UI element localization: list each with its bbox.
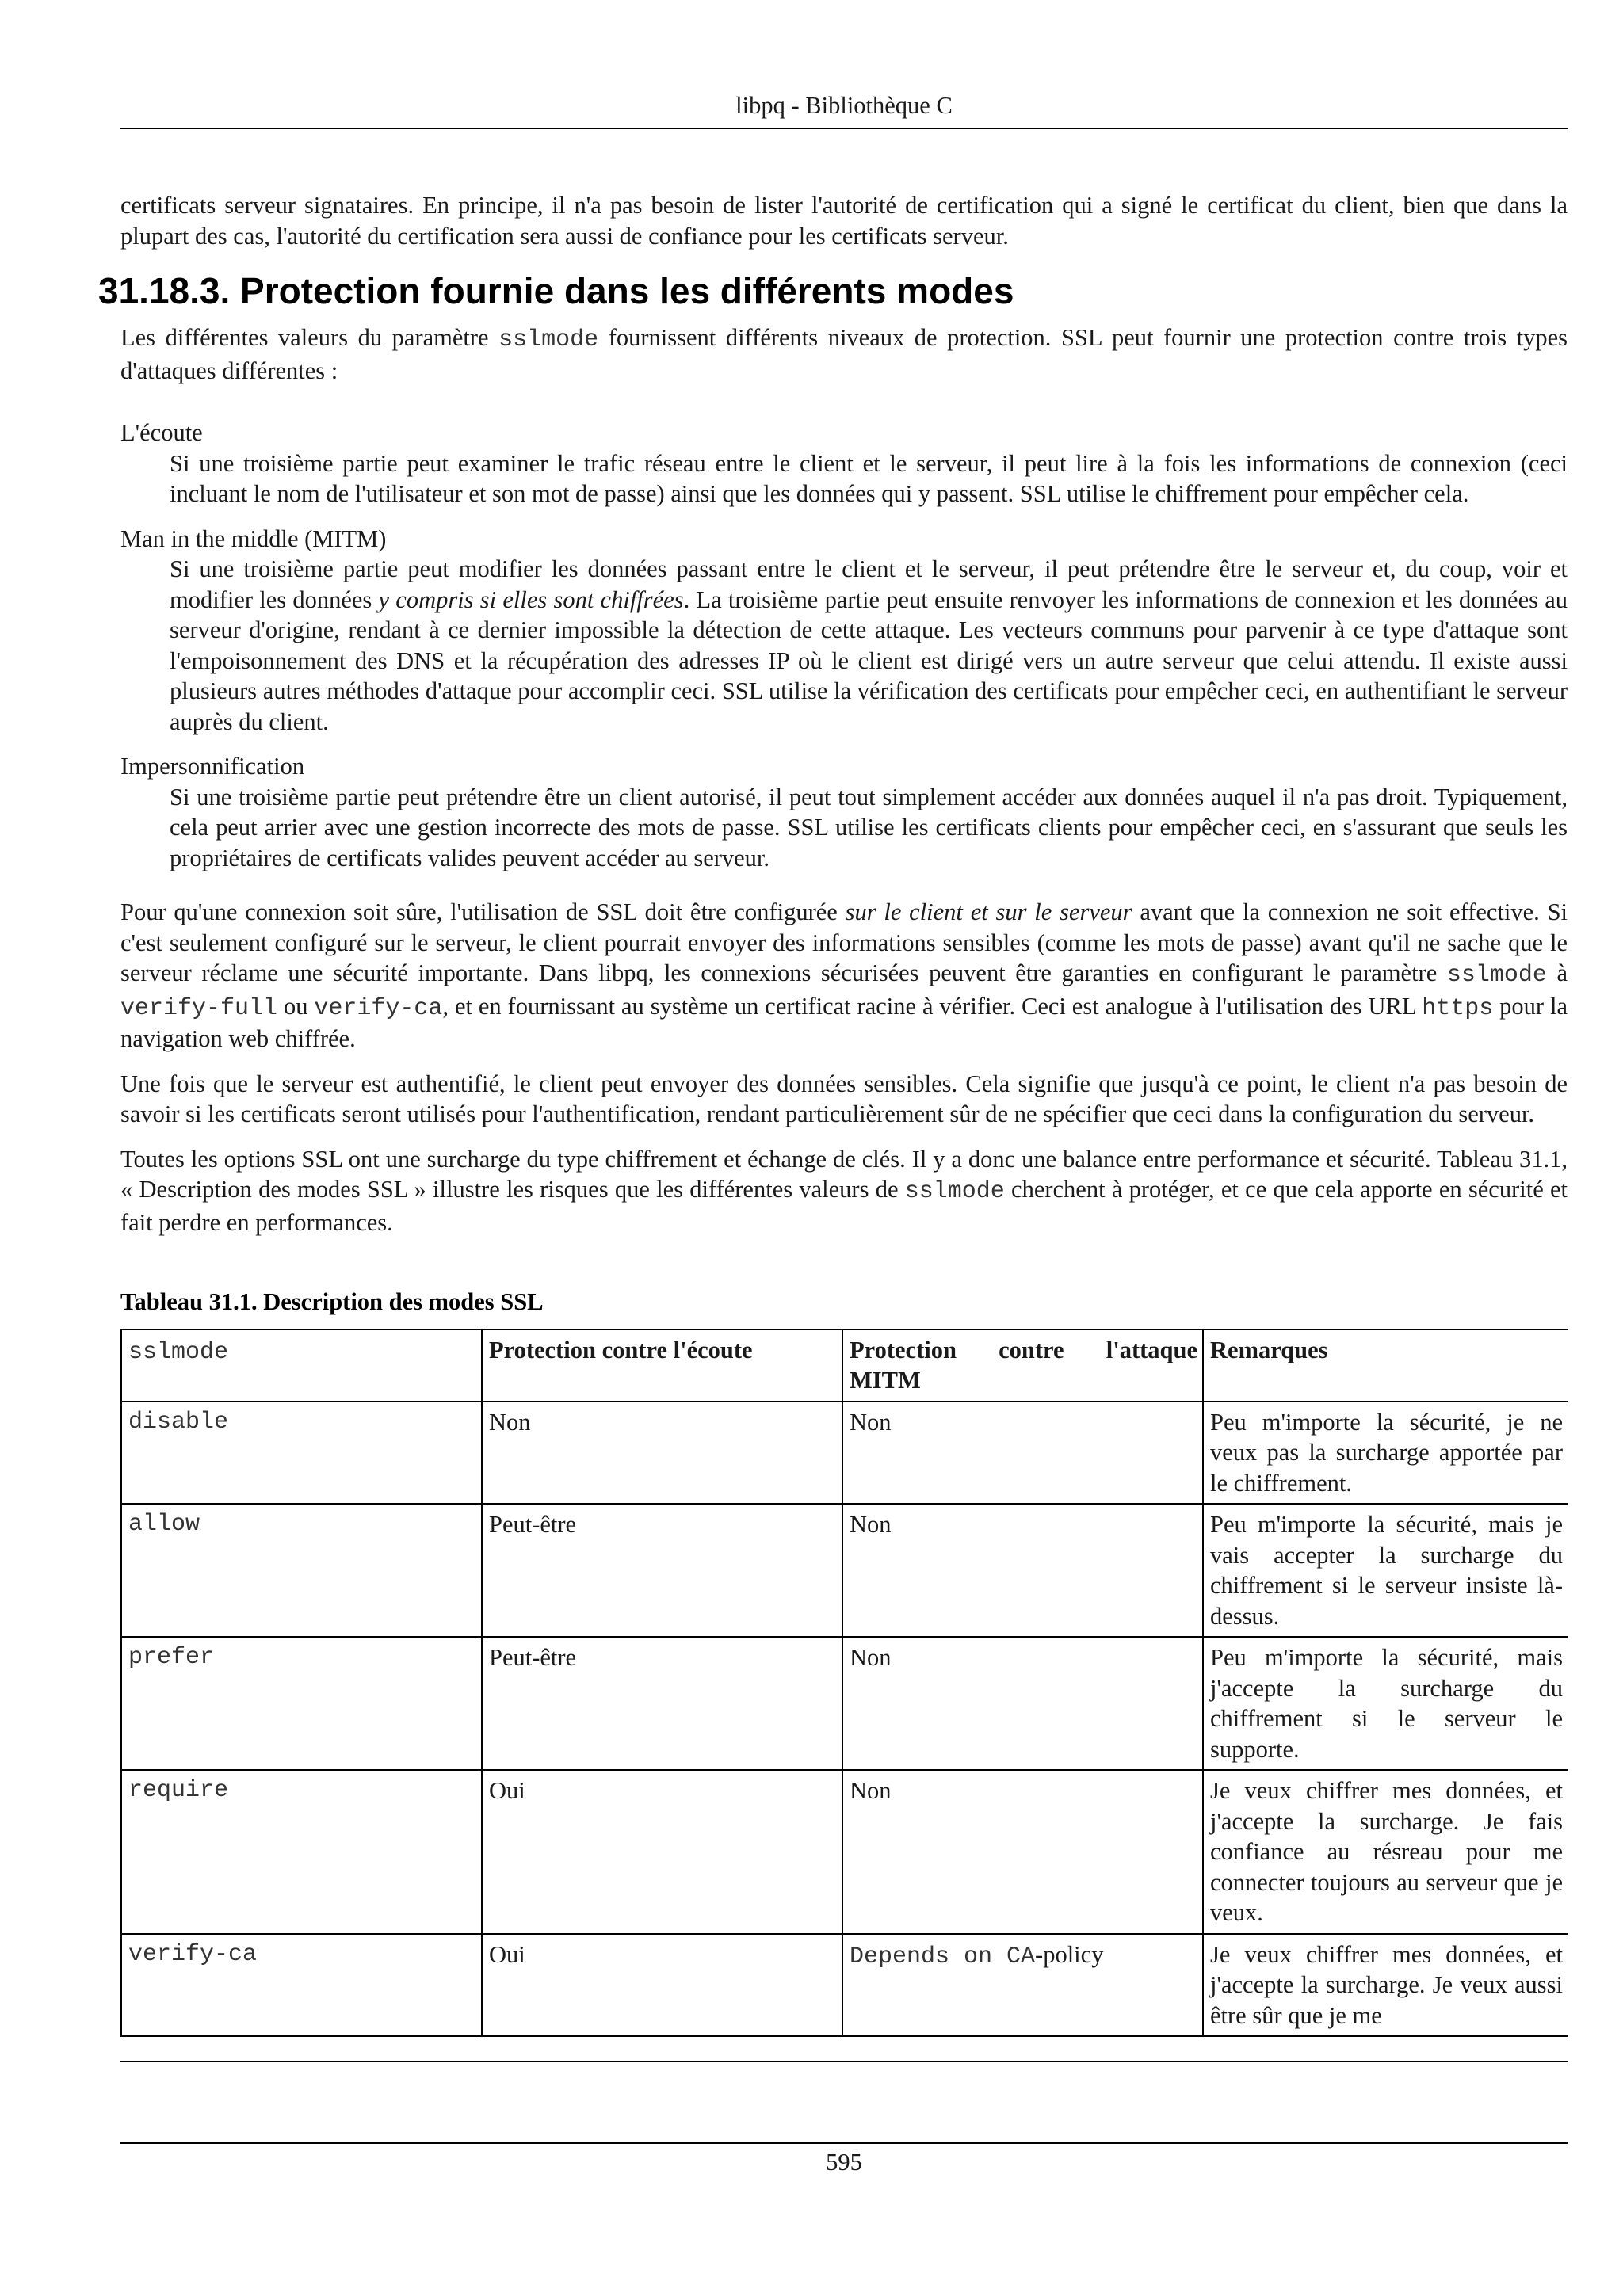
mitm-desc-b: . La troisième partie peut ensuite renvoyer les informations de connexion et les données au serveur d'origine, rendant à ce dernier impossible la détection de cette attaque. Les vecteurs communs pour parvenir à ce type d'attaque sont l'empoisonnement des DNS et la récupération des adresses IP où le client est dirigé vers un autre serveur que celui attendu. Il existe aussi plusieurs autres méthodes d'attaque pour accomplir ceci. SSL utilise la vérification des certificats pour empêcher ceci, en authentifiant le serveur auprès du client. (170, 585, 1568, 735)
cell-mitm: Non (842, 1637, 1203, 1770)
page-number: 595 (826, 2149, 862, 2176)
running-header (120, 90, 1568, 129)
p3-a: Toutes les options SSL ont une surcharge du type chiffrement et échange de clés. Il y a donc une balance entre performance et sécurité. Tableau 31.1, « Description des modes SSL » illustre les risques que les différentes valeurs de (120, 1145, 1568, 1203)
header-sslmode (121, 1329, 482, 1402)
cell-eavesdrop: Peut-être (482, 1504, 842, 1637)
section-heading: 31.18.3. Protection fournie dans les différents modes (98, 270, 1014, 311)
table-header-row (121, 1329, 1568, 1402)
paragraph-secure-connection (120, 897, 1568, 1055)
mitm-desc-emphasis: y compris si elles sont chiffrées (378, 585, 684, 613)
header-title: libpq - Bibliothèque C (735, 92, 953, 119)
header-eavesdrop: Protection contre l'écoute (482, 1329, 842, 1402)
cell-eavesdrop: Oui (482, 1770, 842, 1934)
cell-mitm (842, 1934, 1203, 2037)
attack-desc-impersonation: Si une troisième partie peut prétendre être un client autorisé, il peut tout simplement accéder aux données auquel il n'a pas droit. Typiquement, cela peut arrier avec une gestion incorrecte des mots de passe. SSL utilise les certificats clients pour empêcher ceci, en s'assurant que seuls les propriétaires de certificats valides peuvent accéder au serveur. (170, 783, 1568, 871)
table-row (121, 1504, 1568, 1637)
intro-paragraph: certificats serveur signataires. En principe, il n'a pas besoin de lister l'autorité de certification qui a signé le certificat du client, bien que dans la plupart des cas, l'autorité du certification sera aussi de confiance pour les certificats serveur. (120, 192, 1568, 250)
p1-c: à (1546, 959, 1568, 986)
paragraph-authentication: Une fois que le serveur est authentifié, le client peut envoyer des données sensibles. Cela signifie que jusqu'à ce point, le client n'a pas besoin de savoir si les certificats seront utilisés pour l'authentification, rendant particulièrement sûr de ne spécifier que ceci dans la configuration du serveur. (120, 1070, 1568, 1127)
p1-d: ou (277, 992, 315, 1020)
table-row (121, 1402, 1568, 1505)
attack-desc-eavesdrop: Si une troisième partie peut examiner le trafic réseau entre le client et le serveur, il peut lire à la fois les informations de connexion (ceci incluant le nom de l'utilisateur et son mot de passe) ainsi que les données qui y passent. SSL utilise le chiffrement pour empêcher cela. (170, 449, 1568, 507)
cell-mode: disable (121, 1402, 482, 1505)
cell-notes: Peu m'importe la sécurité, mais je vais accepter la surcharge du chiffrement si le serveur insiste là-dessus. (1203, 1504, 1568, 1637)
table-container (120, 1329, 1568, 2062)
cell-notes: Peu m'importe la sécurité, je ne veux pas la surcharge apportée par le chiffrement. (1203, 1402, 1568, 1505)
p1-f: pour la navigation web chiffrée. (120, 992, 1568, 1052)
ssl-modes-table (120, 1329, 1568, 2038)
code-https: https (1422, 994, 1494, 1022)
paragraph-overhead (120, 1144, 1568, 1238)
page-content (98, 190, 1568, 2062)
p1-b: avant que la connexion ne soit effective. Si c'est seulement configuré sur le serveur, le client pourrait envoyer des informations sensibles (comme les mots de passe) avant qu'il ne sache que le serveur réclame une sécurité importante. Dans libpq, les connexions sécurisées peuvent être garanties en configurant le paramètre (120, 898, 1568, 986)
table-title: Tableau 31.1. Description des modes SSL (120, 1288, 544, 1315)
lead-text-b: fournissent différents niveaux de protection. SSL peut fournir une protection contre trois types d'attaques différentes : (120, 324, 1568, 384)
cell-mode: require (121, 1770, 482, 1934)
table-row (121, 1770, 1568, 1934)
table-row (121, 1934, 1568, 2037)
cell-notes: Peu m'importe la sécurité, mais j'accepte la surcharge du chiffrement si le serveur le supporte. (1203, 1637, 1568, 1770)
page-footer (120, 2142, 1568, 2178)
cell-mitm: Non (842, 1504, 1203, 1637)
p1-e: , et en fournissant au système un certificat racine à vérifier. Ceci est analogue à l'utilisation des URL (442, 992, 1423, 1020)
header-mitm: Protection contre l'attaque MITM (842, 1329, 1203, 1402)
attack-desc-mitm (170, 554, 1568, 737)
table-row (121, 1637, 1568, 1770)
header-sslmode-text: sslmode (128, 1338, 229, 1366)
mitm-text: -policy (1035, 1940, 1104, 1968)
attack-term-eavesdrop: L'écoute (120, 419, 203, 446)
cell-eavesdrop: Oui (482, 1934, 842, 2037)
code-sslmode: sslmode (498, 326, 599, 353)
mitm-desc-a: Si une troisième partie peut modifier les données passant entre le client et le serveur, il peut prétendre être le serveur et, du coup, voir et modifier les données (170, 555, 1568, 613)
attack-term-impersonation: Impersonnification (120, 753, 305, 780)
cell-mitm: Non (842, 1770, 1203, 1934)
code-sslmode: sslmode (1446, 962, 1547, 989)
p1-a: Pour qu'une connexion soit sûre, l'utilisation de SSL doit être configurée (120, 898, 846, 925)
cell-eavesdrop: Non (482, 1402, 842, 1505)
code-verify-ca: verify-ca (314, 994, 443, 1022)
cell-mode: allow (121, 1504, 482, 1637)
cell-mode: verify-ca (121, 1934, 482, 2037)
p3-b: cherchent à protéger, et ce que cela apporte en sécurité et fait perdre en performances. (120, 1176, 1568, 1236)
cell-mitm: Non (842, 1402, 1203, 1505)
code-sslmode: sslmode (904, 1178, 1005, 1205)
code-verify-full: verify-full (120, 994, 278, 1022)
attack-term-mitm: Man in the middle (MITM) (120, 524, 387, 552)
attack-list (120, 418, 1568, 873)
cell-notes: Je veux chiffrer mes données, et j'accepte la surcharge. Je veux aussi être sûr que je me (1203, 1934, 1568, 2037)
section-lead (120, 322, 1568, 386)
cell-eavesdrop: Peut-être (482, 1637, 842, 1770)
p1-emphasis: sur le client et sur le serveur (845, 898, 1132, 925)
lead-text-a: Les différentes valeurs du paramètre (120, 324, 499, 351)
header-notes: Remarques (1203, 1329, 1568, 1402)
cell-notes: Je veux chiffrer mes données, et j'accepte la surcharge. Je fais confiance au résreau pour me connecter toujours au serveur que je veux. (1203, 1770, 1568, 1934)
cell-mode: prefer (121, 1637, 482, 1770)
mitm-code: Depends on CA (850, 1943, 1036, 1970)
